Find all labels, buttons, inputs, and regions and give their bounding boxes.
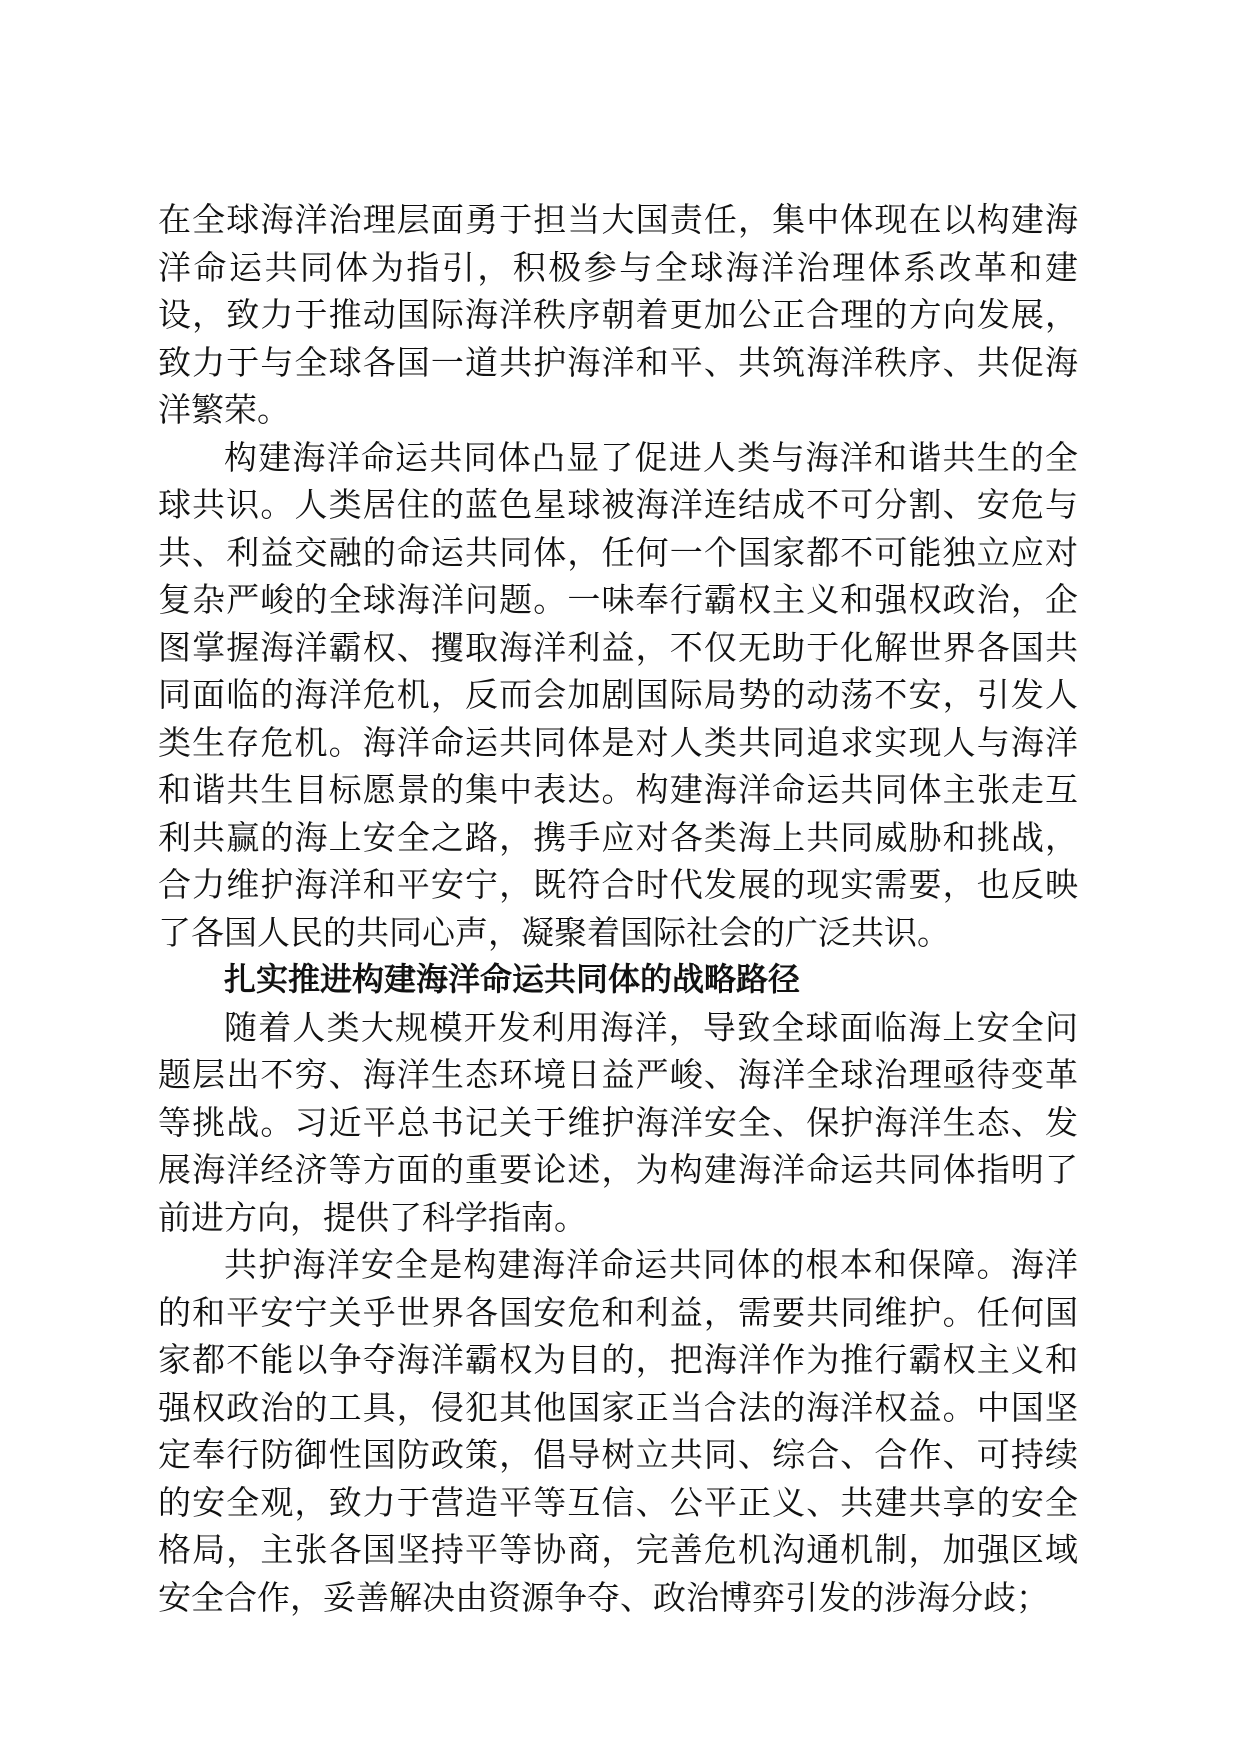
paragraph-4: 共护海洋安全是构建海洋命运共同体的根本和保障。海洋的和平安宁关乎世界各国安危和利益，需要共同维护。任何国家都不能以争夺海洋霸权为目的，把海洋作为推行霸权主义和强权政治的工具，侵犯其他国家正当合法的海洋权益。中国坚定奉行防御性国防政策，倡导树立共同、综合、合作、可持续的安全观，致力于营造平等互信、公平正义、共建共享的安全格局，主张各国坚持平等协商，完善危机沟通机制，加强区域安全合作，妥善解决由资源争夺、政治博弈引发的涉海分歧； [158,1245,1078,1617]
paragraph-2: 构建海洋命运共同体凸显了促进人类与海洋和谐共生的全球共识。人类居住的蓝色星球被海洋连结成不可分割、安危与共、利益交融的命运共同体，任何一个国家都不可能独立应对复杂严峻的全球海洋问题。一味奉行霸权主义和强权政治，企图掌握海洋霸权、攫取海洋利益，不仅无助于化解世界各国共同面临的海洋危机，反而会加剧国际局势的动荡不安，引发人类生存危机。海洋命运共同体是对人类共同追求实现人与海洋和谐共生目标愿景的集中表达。构建海洋命运共同体主张走互利共赢的海上安全之路，携手应对各类海上共同威胁和挑战，合力维护海洋和平安宁，既符合时代发展的现实需要，也反映了各国人民的共同心声，凝聚着国际社会的广泛共识。 [158,437,1078,952]
document-body [158,196,1078,1621]
section-heading: 扎实推进构建海洋命运共同体的战略路径 [224,960,801,998]
paragraph-1: 在全球海洋治理层面勇于担当大国责任，集中体现在以构建海洋命运共同体为指引，积极参与全球海洋治理体系改革和建设，致力于推动国际海洋秩序朝着更加公正合理的方向发展，致力于与全球各国一道共护海洋和平、共筑海洋秩序、共促海洋繁荣。 [158,200,1078,429]
paragraph-3: 随着人类大规模开发利用海洋，导致全球面临海上安全问题层出不穷、海洋生态环境日益严峻、海洋全球治理亟待变革等挑战。习近平总书记关于维护海洋安全、保护海洋生态、发展海洋经济等方面的重要论述，为构建海洋命运共同体指明了前进方向，提供了科学指南。 [158,1007,1078,1237]
